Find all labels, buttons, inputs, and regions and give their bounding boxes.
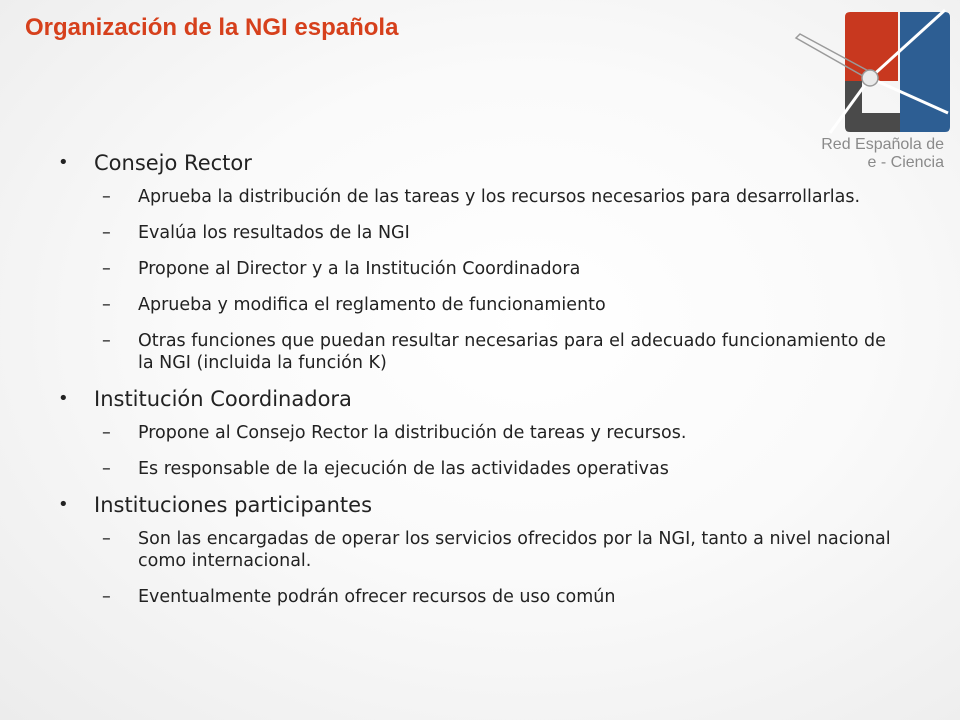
section-heading: Institución Coordinadora bbox=[94, 387, 352, 411]
section-heading: Instituciones participantes bbox=[94, 493, 373, 517]
bullet-marker: • bbox=[58, 152, 69, 173]
section-heading: Consejo Rector bbox=[94, 151, 252, 175]
sub-item bbox=[58, 330, 898, 374]
dash-marker: – bbox=[102, 295, 111, 315]
sub-item-text: Evalúa los resultados de la NGI bbox=[138, 223, 410, 243]
bullet-marker: • bbox=[58, 494, 69, 515]
dash-marker: – bbox=[102, 587, 111, 607]
logo-pivot bbox=[862, 70, 878, 86]
sub-item bbox=[58, 422, 898, 444]
sub-item bbox=[58, 528, 898, 572]
dash-marker: – bbox=[102, 459, 111, 479]
dash-marker: – bbox=[102, 223, 111, 243]
dash-marker: – bbox=[102, 331, 111, 351]
sub-item bbox=[58, 458, 898, 480]
bullet-item bbox=[58, 148, 898, 178]
dash-marker: – bbox=[102, 423, 111, 443]
dash-marker: – bbox=[102, 187, 111, 207]
sub-item-text: Propone al Director y a la Institución Coordinadora bbox=[138, 259, 581, 279]
logo-text-line2: e - Ciencia bbox=[867, 154, 944, 168]
bullet-marker: • bbox=[58, 388, 69, 409]
sub-item bbox=[58, 586, 898, 608]
sub-item-text: Eventualmente podrán ofrecer recursos de uso común bbox=[138, 587, 616, 607]
slide-body bbox=[58, 140, 898, 608]
sub-item-text: Otras funciones que puedan resultar necesarias para el adecuado funcionamiento de la NGI (incluida la función K) bbox=[138, 331, 886, 373]
sub-item-text: Aprueba la distribución de las tareas y los recursos necesarios para desarrollarlas. bbox=[138, 187, 861, 207]
sub-item-text: Es responsable de la ejecución de las actividades operativas bbox=[138, 459, 669, 479]
sub-item bbox=[58, 258, 898, 280]
logo-text-line1: Red Española de bbox=[821, 136, 944, 153]
sub-item-text: Propone al Consejo Rector la distribución de tareas y recursos. bbox=[138, 423, 687, 443]
sub-item-text: Aprueba y modifica el reglamento de funcionamiento bbox=[138, 295, 606, 315]
sub-item bbox=[58, 294, 898, 316]
bullet-item bbox=[58, 384, 898, 414]
sub-item bbox=[58, 186, 898, 208]
dash-marker: – bbox=[102, 259, 111, 279]
sub-item bbox=[58, 222, 898, 244]
bullet-item bbox=[58, 490, 898, 520]
slide-title: Organización de la NGI española bbox=[25, 14, 399, 41]
sub-item-text: Son las encargadas de operar los servicios ofrecidos por la NGI, tanto a nivel nacional como internacional. bbox=[138, 529, 891, 571]
dash-marker: – bbox=[102, 529, 111, 549]
